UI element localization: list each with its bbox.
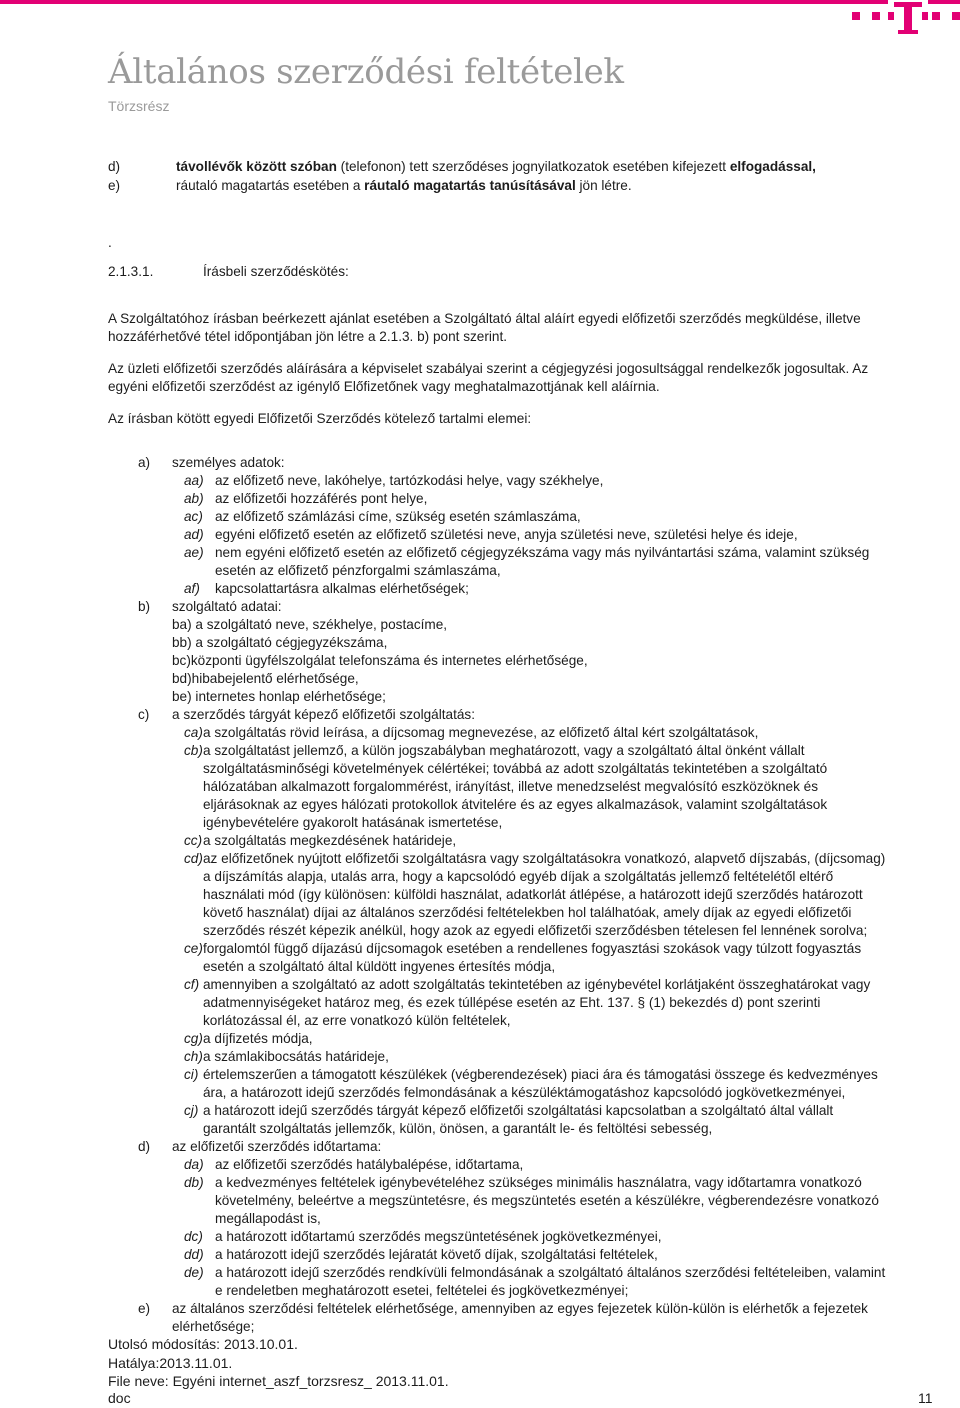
text-span: a határozott idejű szerződés rendkívüli felmondásának a szolgáltató általános szerződési feltételeiben, valamint <box>215 1265 886 1280</box>
text-span: a díjszámítás alapja, utalás arra, hogy a kapcsolódó egyéb díjak a szolgáltatás jellemző feltételétől eltérő <box>203 869 834 884</box>
list-label <box>172 706 475 724</box>
list-marker <box>108 177 120 195</box>
sublist-item-line <box>215 508 581 526</box>
text-span: a számlakibocsátás határideje, <box>203 1049 389 1064</box>
sublist-marker <box>184 490 204 508</box>
text-span: az előfizető neve, lakóhelye, tartózkodási helye, vagy székhelye, <box>215 473 604 488</box>
text-span: Az írásban kötött egyedi Előfizetői Szerződés kötelező tartalmi elemei: <box>108 411 532 426</box>
italic-marker: da) <box>184 1157 204 1172</box>
text-span: a szerződés tárgyát képező előfizetői szolgáltatás: <box>172 707 476 722</box>
list-label <box>172 454 285 472</box>
page-subtitle: Törzsrész <box>108 98 170 114</box>
text-span: 2.1.3.1. <box>108 264 154 279</box>
text-span: e) <box>138 1301 151 1316</box>
sublist-item-line <box>172 634 387 652</box>
section-number <box>108 263 153 281</box>
list-item <box>176 177 632 195</box>
sublist-marker <box>184 724 203 742</box>
sublist-marker <box>184 526 204 544</box>
text-span: egyéni előfizetői szerződést az igénylő Előfizetőnek vagy meghatalmazottjának kell aláírnia. <box>108 379 660 394</box>
text-span: az előfizetői szerződés hatálybalépése, időtartama, <box>215 1157 524 1172</box>
paragraph-line <box>108 378 660 396</box>
text-span: ráutaló magatartás esetében a <box>176 178 365 193</box>
sublist-item-line <box>215 1228 662 1246</box>
list-label <box>172 1318 254 1336</box>
text-span: szerződés részét képezik anélkül, hogy azok az egyedi előfizetői szerződésben tételesen fel lennének sorolva; <box>203 923 868 938</box>
footer-line: Hatálya:2013.11.01. <box>108 1355 233 1371</box>
text-span: forgalomtól függő díjazású díjcsomagok esetében a rendellenes fogyasztási szokások vagy túlzott fogyasztás <box>203 941 862 956</box>
text-span: a szolgáltatás rövid leírása, a díjcsomag megnevezése, az előfizető által kért szolgáltatások, <box>203 725 759 740</box>
sublist-item-line <box>172 616 447 634</box>
sublist-item-line <box>203 976 870 994</box>
paragraph-line <box>108 310 861 328</box>
footer-line: File neve: Egyéni internet_aszf_torzsresz_ 2013.11.01. <box>108 1373 449 1389</box>
text-span: kapcsolattartásra alkalmas elérhetőségek; <box>215 581 469 596</box>
list-marker <box>138 454 150 472</box>
italic-marker: de) <box>184 1265 204 1280</box>
stray-dot <box>108 234 112 252</box>
italic-marker: ad) <box>184 527 204 542</box>
sublist-item-line <box>203 832 456 850</box>
sublist-marker <box>184 742 203 760</box>
sublist-item-line <box>215 1246 658 1264</box>
list-marker <box>138 1300 150 1318</box>
sublist-marker <box>184 1102 198 1120</box>
sublist-marker <box>184 832 202 850</box>
sublist-item-line <box>203 958 555 976</box>
text-span: eljárásoknak az egyes hálózati protokollok átvitelére és az egyes alkalmazások, valamint szolgáltatások <box>203 797 828 812</box>
sublist-item-line <box>203 994 820 1012</box>
italic-marker: cf) <box>184 977 200 992</box>
text-span: e) <box>108 178 121 193</box>
text-span: az előfizetőnek nyújtott előfizetői szolgáltatásra vagy szolgáltatásokra vonatkozó, alapvető díjszabás, (díjcsomag) <box>203 851 886 866</box>
sublist-item-line <box>203 1120 712 1138</box>
sublist-item-line <box>172 688 386 706</box>
text-span: egyéni előfizető esetén az előfizető születési neve, anyja születési neve, születési helye és ideje, <box>215 527 798 542</box>
text-span: (telefonon) tett szerződéses jognyilatkozatok esetében kifejezett <box>336 159 730 174</box>
text-span: jön létre. <box>575 178 632 193</box>
brand-top-bar <box>0 0 960 4</box>
sublist-item-line <box>203 922 867 940</box>
italic-marker: ac) <box>184 509 203 524</box>
list-item <box>176 158 816 176</box>
brand-dot-icon <box>852 12 860 20</box>
text-span: használati mód (így különösen: külföldi használat, adatkorlát átlépése, a határozott idejű szerződés határozott <box>203 887 863 902</box>
sublist-marker <box>184 1066 198 1084</box>
text-span: az általános szerződési feltételek elérhetősége, amennyiben az egyes fejezetek külön-külön is elérhetők a fejezetek <box>172 1301 868 1316</box>
text-span: Írásbeli szerződéskötés: <box>203 264 349 279</box>
italic-marker: af) <box>184 581 200 596</box>
sublist-item-line <box>215 1282 628 1300</box>
text-span: a) <box>138 455 151 470</box>
list-marker <box>138 1138 150 1156</box>
sublist-marker <box>184 1174 204 1192</box>
italic-marker: ab) <box>184 491 204 506</box>
sublist-marker <box>184 1030 203 1048</box>
sublist-item-line <box>215 1192 879 1210</box>
text-span: adatmennyiségeket határoz meg, és ezek túllépése esetén az Eht. 137. § (1) bekezdés d) pont szerinti <box>203 995 821 1010</box>
sublist-marker <box>184 508 203 526</box>
sublist-item-line <box>203 742 805 760</box>
text-span: hozzáférhetővé tétel időpontjában jön létre a 2.1.3. b) pont szerint. <box>108 329 508 344</box>
sublist-item-line <box>203 760 827 778</box>
sublist-item-line <box>203 886 863 904</box>
sublist-item-line <box>215 562 501 580</box>
text-span: bc)központi ügyfélszolgálat telefonszáma és internetes elérhetősége, <box>172 653 588 668</box>
italic-marker: ci) <box>184 1067 199 1082</box>
italic-marker: cj) <box>184 1103 199 1118</box>
text-span: a szolgáltatást jellemző, a külön jogszabályban meghatározott, vagy a szolgáltató által önként vállalt <box>203 743 805 758</box>
paragraph-line <box>108 360 868 378</box>
sublist-item-line <box>203 1030 313 1048</box>
sublist-marker <box>184 1156 204 1174</box>
text-span: amennyiben a szolgáltató az adott szolgáltatás tekintetében az igénybevétel korlátjaként összeghatárokat vagy <box>203 977 871 992</box>
sublist-marker <box>184 544 204 562</box>
footer-line: Utolsó módosítás: 2013.10.01. <box>108 1336 298 1352</box>
list-label <box>172 1300 868 1318</box>
italic-marker: ae) <box>184 545 204 560</box>
brand-dot-icon <box>932 12 940 20</box>
sublist-item-line <box>203 796 827 814</box>
sublist-item-line <box>203 940 861 958</box>
bold-text: ráutaló magatartás tanúsításával <box>364 178 576 193</box>
sublist-marker <box>184 472 204 490</box>
italic-marker: ch) <box>184 1049 203 1064</box>
sublist-item-line <box>215 490 427 508</box>
italic-marker: cg) <box>184 1031 203 1046</box>
text-span: a határozott időtartamú szerződés megszüntetésének jogkövetkezményei, <box>215 1229 662 1244</box>
text-span: d) <box>138 1139 151 1154</box>
text-span: szolgáltatásminőségi követelmények célértékei; továbbá az adott szolgáltatás tekintetében a szolgáltató <box>203 761 828 776</box>
text-span: esetén a szolgáltató által küldött ingyenes értesítés módja, <box>203 959 556 974</box>
text-span: be) internetes honlap elérhetősége; <box>172 689 386 704</box>
text-span: e rendeletben meghatározott esetei, feltételei és jogkövetkezményei; <box>215 1283 629 1298</box>
text-span: a díjfizetés módja, <box>203 1031 313 1046</box>
list-label <box>172 1138 381 1156</box>
text-span: megállapodást is, <box>215 1211 321 1226</box>
list-label <box>172 598 282 616</box>
text-span: c) <box>138 707 150 722</box>
sublist-item-line <box>203 868 833 886</box>
italic-marker: cb) <box>184 743 203 758</box>
footer-line: doc <box>108 1390 131 1406</box>
sublist-item-line <box>215 1174 862 1192</box>
sublist-marker <box>184 940 203 958</box>
sublist-marker <box>184 976 199 994</box>
sublist-item-line <box>215 580 469 598</box>
text-span: szolgáltató adatai: <box>172 599 282 614</box>
text-span: a szolgáltatás megkezdésének határideje, <box>203 833 457 848</box>
text-span: garantált szolgáltatás jellemzők, külön, önösen, a garantált le- és feltöltési sebesség, <box>203 1121 713 1136</box>
text-span: elérhetősége; <box>172 1319 255 1334</box>
text-span: az előfizető számlázási címe, szükség esetén számlaszáma, <box>215 509 581 524</box>
text-span: bd)hibabejelentő elérhetősége, <box>172 671 359 686</box>
sublist-marker <box>184 850 203 868</box>
text-span: ára, a határozott idejű szerződés felmondásának a készüléktámogatáshoz kapcsolódó jogkövetkezményei, <box>203 1085 846 1100</box>
text-span: nem egyéni előfizető esetén az előfizető cégjegyzékszáma vagy más nyilvántartási száma, valamint szükség <box>215 545 870 560</box>
text-span: b) <box>138 599 151 614</box>
text-span: követő használat) díjai az általános szerződési feltételekben hol találhatóak, amely díjak az egyedi előfizetői <box>203 905 852 920</box>
italic-marker: cc) <box>184 833 203 848</box>
page-title: Általános szerződési feltételek <box>108 52 624 92</box>
text-span: . <box>108 235 112 250</box>
sublist-item-line <box>203 1066 878 1084</box>
italic-marker: cd) <box>184 851 203 866</box>
text-span: az előfizetői szerződés időtartama: <box>172 1139 382 1154</box>
sublist-item-line <box>203 1084 845 1102</box>
italic-marker: ca) <box>184 725 203 740</box>
sublist-item-line <box>215 1156 523 1174</box>
list-marker <box>138 706 149 724</box>
brand-dot-icon <box>872 12 880 20</box>
sublist-item-line <box>203 1102 833 1120</box>
sublist-item-line <box>172 670 359 688</box>
text-span: hálózatában alkalmazott forgalommérést, irányítást, illetve menedzselést megvalósító eszközöknek és <box>203 779 819 794</box>
text-span: a határozott idejű szerződés tárgyát képező előfizetői szolgáltatási kapcsolatban a szolgáltató által vállalt <box>203 1103 834 1118</box>
sublist-marker <box>184 1246 204 1264</box>
text-span: az előfizetői hozzáférés pont helye, <box>215 491 428 506</box>
sublist-item-line <box>215 472 603 490</box>
paragraph-line <box>108 410 531 428</box>
text-span: követelmény, beleértve a megszüntetésre, és megszüntetés esetén a készülékre, végberendezésre vonatkozó <box>215 1193 879 1208</box>
paragraph-line <box>108 328 507 346</box>
sublist-marker <box>184 1048 203 1066</box>
sublist-item-line <box>203 904 851 922</box>
sublist-item-line <box>215 1264 885 1282</box>
italic-marker: aa) <box>184 473 204 488</box>
list-marker <box>138 598 150 616</box>
text-span: korlátozással él, az erre vonatkozó külön feltételek, <box>203 1013 511 1028</box>
sublist-item-line <box>203 1048 389 1066</box>
bold-text: elfogadással, <box>729 159 816 174</box>
text-span: értelemszerűen a támogatott készülékek (végberendezések) piaci ára és támogatási összege és kedvezményes <box>203 1067 878 1082</box>
text-span: a határozott idejű szerződés lejáratát követő díjak, szolgáltatási feltételek, <box>215 1247 658 1262</box>
list-marker <box>108 158 120 176</box>
sublist-marker <box>184 580 200 598</box>
sublist-item-line <box>203 814 502 832</box>
telekom-logo-icon <box>888 0 928 36</box>
italic-marker: db) <box>184 1175 204 1190</box>
sublist-item-line <box>203 850 885 868</box>
text-span: esetén az előfizető pénzforgalmi számlaszáma, <box>215 563 501 578</box>
sublist-item-line <box>215 544 869 562</box>
bold-text: távollévők között szóban <box>176 159 337 174</box>
text-span: ba) a szolgáltató neve, székhelye, postacíme, <box>172 617 448 632</box>
italic-marker: ce) <box>184 941 203 956</box>
section-title <box>203 263 349 281</box>
sublist-item-line <box>203 1012 511 1030</box>
sublist-item-line <box>215 526 798 544</box>
text-span: d) <box>108 159 121 174</box>
text-span: személyes adatok: <box>172 455 285 470</box>
sublist-marker <box>184 1228 203 1246</box>
sublist-item-line <box>215 1210 321 1228</box>
text-span: bb) a szolgáltató cégjegyzékszáma, <box>172 635 388 650</box>
sublist-item-line <box>172 652 588 670</box>
text-span: A Szolgáltatóhoz írásban beérkezett ajánlat esetében a Szolgáltató által aláírt egyedi előfizetői szerződés megküldése, illetve <box>108 311 861 326</box>
text-span: igénybevételére gyakorolt hatásának ismertetése, <box>203 815 503 830</box>
page-number: 11 <box>918 1390 933 1406</box>
sublist-marker <box>184 1264 204 1282</box>
italic-marker: dd) <box>184 1247 204 1262</box>
italic-marker: dc) <box>184 1229 203 1244</box>
sublist-item-line <box>203 778 818 796</box>
brand-dot-icon <box>952 12 960 20</box>
sublist-item-line <box>203 724 758 742</box>
text-span: Az üzleti előfizetői szerződés aláírására a képviselet szabályai szerint a cégjegyzési jogosultsággal rendelkezők jogosultak. Az <box>108 361 869 376</box>
text-span: a kedvezményes feltételek igénybevételéhez szükséges minimális használatra, vagy időtartamra vonatkozó <box>215 1175 862 1190</box>
